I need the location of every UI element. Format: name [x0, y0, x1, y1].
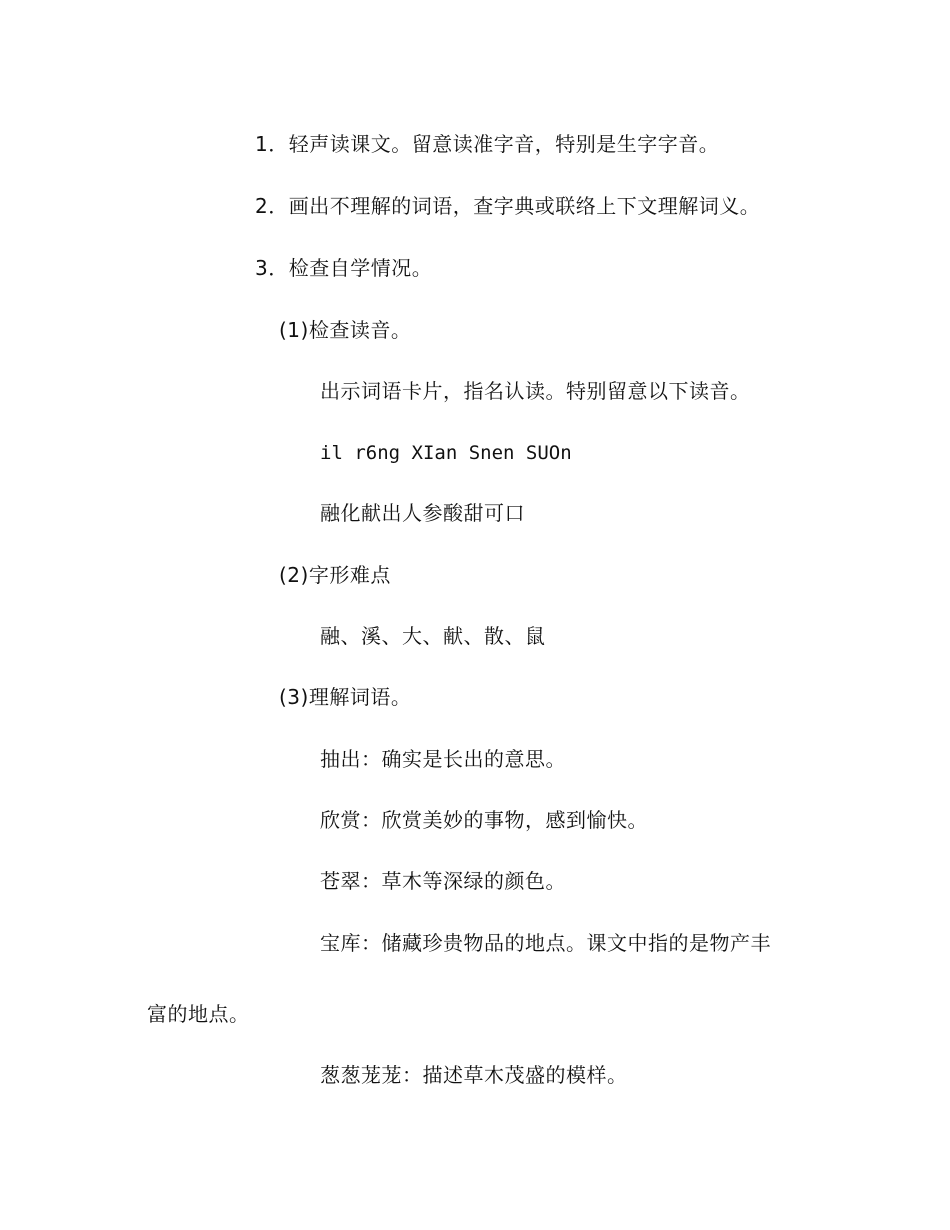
substep-1-heading: (1)检查读音。	[279, 318, 412, 342]
step-1-text: 1．轻声读课文。留意读准字音，特别是生字字音。	[255, 132, 720, 156]
definition-xinshang: 欣赏：欣赏美妙的事物，感到愉快。	[320, 808, 648, 832]
definition-cangcui: 苍翠：草木等深绿的颜色。	[320, 869, 566, 893]
word-card-instruction: 出示词语卡片，指名认读。特别留意以下读音。	[320, 379, 751, 403]
substep-3-heading: (3)理解词语。	[279, 685, 412, 709]
definition-congcong: 葱葱茏茏：描述草木茂盛的模样。	[320, 1063, 628, 1087]
step-3-text: 3．检查自学情况。	[255, 256, 433, 280]
definition-chouchu: 抽出：确实是长出的意思。	[320, 747, 566, 771]
substep-2-heading: (2)字形难点	[279, 563, 391, 587]
word-list-line: 融化献出人参酸甜可口	[320, 501, 525, 525]
definition-baoku-continued: 富的地点。	[147, 1002, 250, 1026]
step-2-text: 2．画出不理解的词语，查字典或联络上下文理解词义。	[255, 194, 761, 218]
definition-baoku: 宝库：储藏珍贵物品的地点。课文中指的是物产丰	[320, 931, 771, 955]
difficult-characters: 融、溪、大、献、散、鼠	[320, 624, 546, 648]
pinyin-line: il r6ng XIan Snen SUOn	[320, 442, 572, 464]
